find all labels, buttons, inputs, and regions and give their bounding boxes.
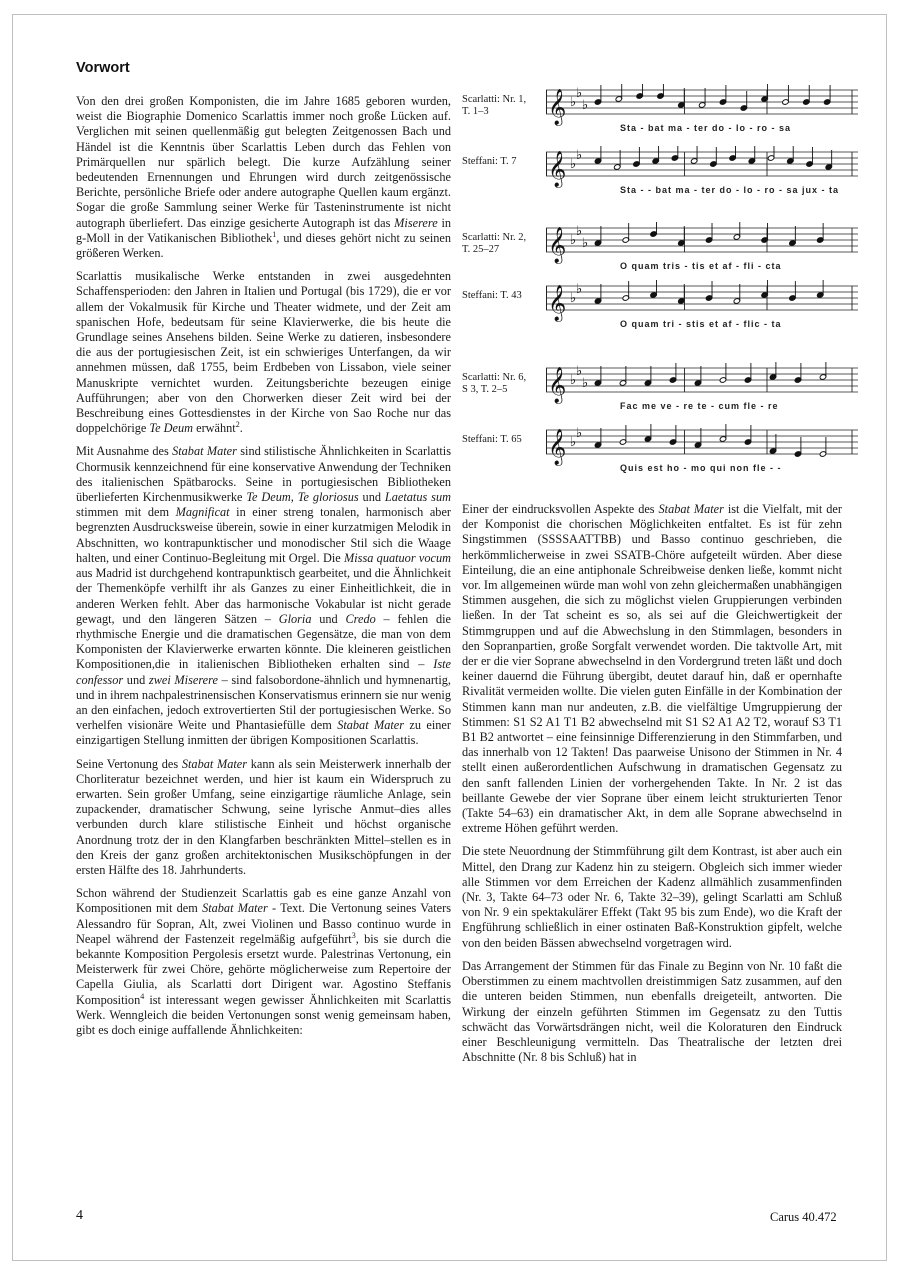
flat-sign: ♭ <box>570 233 577 248</box>
treble-clef-icon: 𝄞 <box>548 227 567 263</box>
flat-sign: ♭ <box>576 224 583 239</box>
paragraph: Schon während der Studienzeit Scarlattis gab es eine ganze Anzahl von Kompositionen mit dem Stabat Mater - Text. Die Vertonung seines Vaters Alessandro für Sopran, Alt, zwei Violinen und Basso continuo wurde in Neapel während der Fastenzeit regelmäßig aufgeführt$^3$, bis sie durch die bekannte Komposition Pergolesis ersetzt wurde. Palestrinas Vertonung, ein Meisterwerk für zwei Chöre, gehörte möglicherweise zum Repertoire der Capella Giulia, als Scarlatti dort Dirigent war. Agostino Steffanis Komposition$^4$ ist interessant wegen gewisser Ähnlichkeiten mit Scarlattis Werk. Wenngleich die beiden Vertonungen sonst wenig gemeinsam haben, gibt es doch einige auffallende Ähnlichkeiten: <box>76 886 452 1037</box>
music-example <box>462 424 858 480</box>
page-number: 4 <box>76 1208 83 1223</box>
flat-sign: ♭ <box>582 376 589 391</box>
heading-vorwort: Vorwort <box>76 60 130 76</box>
treble-clef-icon: 𝄞 <box>548 89 567 125</box>
flat-sign: ♭ <box>570 95 577 110</box>
music-example <box>462 84 858 140</box>
example-lyrics: Quis est ho - mo qui non fle - - <box>620 463 782 473</box>
right-column <box>462 502 842 1073</box>
paragraph: Einer der eindrucksvollen Aspekte des Stabat Mater ist die Vielfalt, mit der der Komponist die chorischen Möglichkeiten entfaltet. Es ist für zehn Singstimmen (SSSSAATTBB) und Basso continuo geschrieben, die herkömmlicherweise in zwei SSATB-Chöre aufgeteilt würden. Aber diese Einteilung, die an eine antiphonale Schreibweise denken ließe, kommt nicht vor. Im allgemeinen würde man wohl von zehn gleichermaßen unabhängigen Stimmen ausgehen, die sich zu möglichst vielen Gruppierungen verbinden ließen. In der Tat scheint es so, als sei auf die Gleichwertigkeit der Stimmgruppen und auf die Abwechslung in den Stimmlagen, besonders in den Sopranpartien, große Sorgfalt verwendet worden. Die taktvolle Art, mit der er die vier Soprane abwechselnd in den Vordergrund treten läßt und doch keiner dauernd die Führung übergibt, deutet darauf hin, daß er opernhafte Rivalität vermeiden wollte. Die vielen guten Einfälle in der Kombination der Stimmen kann man nur andeuten, z.B. die vielfältige Umgruppierung der Stimmen: S1 S2 A1 T1 B2 abwechselnd mit S1 S2 A1 A2 T2, worauf S3 T1 B1 B2 antwortet – eine feinsinnige Differenzierung in den Stimmfarben, und das innerhalb von 12 Takten! Das paarweise Unisono der Stimmen in Nr. 4 stellt einen außerordentlichen Aufschwung in dramatischen Gegensatz zu den sanft fallenden Linien der vorhergehenden Takte. In Nr. 2 ist das beillante Gewebe der vier Soprane über einem leicht strukturierten Tenor (Takte 54–63) ein dramatischer Akt, in dem alle Soprane abwechselnd in extreme Höhen geführt werden. <box>462 502 842 836</box>
paragraph: Mit Ausnahme des Stabat Mater sind stilistische Ähnlichkeiten in Scarlattis Chormusik kennzeichnend für eine konservative Anwendung der Techniken des italienischen Spätbarocks. Seine in portugiesischen Bibliotheken überlieferten Kirchenmusikwerke Te Deum, Te gloriosus und Laetatus sum stimmen mit dem Magnificat in einer streng tonalen, harmonisch aber begrenzten Ausdrucksweise überein, sowie in einer kurzatmigen Melodik in Abschnitten, wo kontrapunktischer und monodischer Stil sich die Waage halten, und einer Continuo-Begleitung mit Orgel. Die Missa quatuor vocum aus Madrid ist durchgehend kontrapunktisch gearbeitet, und die Ähnlichkeit der Themenköpfe verhilft ihr als Ganzes zu einer Einheitlichkeit, die in anderen Werken fehlt. Aber das harmonische Vokabular ist nicht gerade gewagt, und den längeren Sätzen – Gloria und Credo – fehlen die rhythmische Energie und die dramatischen Gegensätze, die man von dem Komponisten der Klavierwerke erwarten könnte. Die kleineren geistlichen Kompositionen,die in italienischen Bibliotheken erhalten sind – Iste confessor und zwei Miserere – sind falsobordone-ähnlich und hymnenartig, und in ihrem nachpalestrinensischen Konservatismus erinnern sie nur wenig an den einfachen, jedoch extrovertierten Stil der portugiesischen Werke. So verhelfen visionäre Weite und Phantasiefülle dem Stabat Mater zu einer einzigartigen Stellung inmitten der übrigen Kompositionen Scarlattis. <box>76 444 452 748</box>
treble-clef-icon: 𝄞 <box>548 367 567 403</box>
paragraph: Das Arrangement der Stimmen für das Finale zu Beginn von Nr. 10 faßt die Oberstimmen zu einem machtvollen dreistimmigen Satz zusammen, auf den die unteren beiden Stimmen, nun ebenfalls dreigeteilt, antworten. Die Wirkung der einzeln geführten Stimmen im Gegensatz zu den Tuttis schwächt das Vorwärtsdrängen nicht, weil die Koloraturen den Eindruck einer Beschleunigung vermitteln. Das Theatralische der letzten drei Abschnitte (Nr. 8 bis Schluß) hat in <box>462 958 842 1065</box>
music-example <box>462 146 858 202</box>
catalog-number: Carus 40.472 <box>770 1210 837 1224</box>
treble-clef-icon: 𝄞 <box>548 285 567 321</box>
example-lyrics: Sta - - bat ma - ter do - lo - ro - sa jux - ta <box>620 185 840 195</box>
example-lyrics: O quam tris - tis et af - fli - cta <box>620 261 782 271</box>
flat-sign: ♭ <box>582 98 589 113</box>
flat-sign: ♭ <box>576 86 583 101</box>
flat-sign: ♭ <box>570 373 577 388</box>
flat-sign: ♭ <box>570 291 577 306</box>
paragraph: Von den drei großen Komponisten, die im Jahre 1685 geboren wurden, weist die Biographie Domenico Scarlattis immer noch große Lücken auf. Verglichen mit seinen quellenmäßig gut belegten Zeitgenossen Bach und Händel ist die Kenntnis über Scarlattis Leben durch das Fehlen von Primärquellen nur spärlich belegt. Die kurze Aufzählung seiner bedeutenden Ernennungen und Ehrungen wird durch zeitgenössische Berichte, persönliche Briefe oder andere autographe Quellen kaum ergänzt. Sogar die große Sammlung seiner Werke für Tasteninstrumente ist nicht autograph überliefert. Das einzige gesicherte Autograph ist das Miserere in g-Moll in der Vatikanischen Bibliothek$^1$, und dieses gehört nicht zu seinen größeren Werken. <box>76 94 452 261</box>
example-lyrics: Fac me ve - re te - cum fle - re <box>620 401 779 411</box>
example-lyrics: Sta - bat ma - ter do - lo - ro - sa <box>620 123 792 133</box>
music-example <box>462 280 858 336</box>
left-column <box>76 94 451 1046</box>
treble-clef-icon: 𝄞 <box>548 151 567 187</box>
example-label: Steffani: T. 7 <box>462 156 517 167</box>
example-label: Scarlatti: Nr. 1, T. 1–3 <box>462 94 527 117</box>
example-label: Steffani: T. 65 <box>462 434 522 445</box>
flat-sign: ♭ <box>576 282 583 297</box>
example-label: Scarlatti: Nr. 6, S 3, T. 2–5 <box>462 372 527 395</box>
flat-sign: ♭ <box>576 426 583 441</box>
music-examples <box>462 84 858 492</box>
paragraph: Die stete Neuordnung der Stimmführung gilt dem Kontrast, ist aber auch ein Mittel, den Drang zur Kadenz hin zu steigern. Obgleich sich immer wieder alle Stimmen vor dem Erreichen der Kadenz allmählich zusammenfinden (Nr. 3, Takte 64–73 oder Nr. 6, Takte 32–39), gelingt Scarlatti am Schluß von Nr. 9 ein spektakulärer Effekt (Takt 95 bis zum Ende), wo die Kraft der Engführung schließlich in einer ostinaten Baß-Konstruktion gipfelt, welche von den beiden Bässen abwechselnd vorgetragen wird. <box>462 844 842 950</box>
flat-sign: ♭ <box>582 236 589 251</box>
example-label: Scarlatti: Nr. 2, T. 25–27 <box>462 232 527 255</box>
paragraph: Seine Vertonung des Stabat Mater kann als sein Meisterwerk innerhalb der Chorliteratur bezeichnet werden, und hier ist kaum ein Widerspruch zu erwarten. Sein großer Umfang, seine einzigartige räumliche Anlage, sein zupackender, dramatischer Schwung, seine lyrische Anmut–dies alles verbunden durch klare stilistische Einheit und höchst organische Anordnung trotz der in den Klangfarben beschränkten Mittel–stellen es in den Kreis der ganz großen architektonischen Musikschöpfungen in der ersten Hälfte des 18. Jahrhunderts. <box>76 756 451 877</box>
music-example <box>462 222 858 278</box>
flat-sign: ♭ <box>576 148 583 163</box>
flat-sign: ♭ <box>570 435 577 450</box>
paragraph: Scarlattis musikalische Werke entstanden in zwei ausgedehnten Schaffensperioden: den Jahren in Italien und Portugal (bis 1729), die er vor allem der Vokalmusik für Kirche und Theater widmete, und der Zeit am spanischen Hofe, bedeutsam für seine Klavierwerke, die bis heute die Grundlage seines Ansehens bilden. Seine Werke zu datieren, insbesondere die aus der portugiesischen Zeit, ist ein schwieriges Unterfangen, da wir annehmen müssen, daß 1755, beim Erdbeben von Lissabon, viele seiner Manuskripte vernichtet wurden. Zeitungsberichte bezeugen einige Aufführungen; aber von den Chorwerken dieser Zeit wird bei der Beschreibung eines Gottesdienstes in der Kirche von Sao Roche nur das doppelchörige Te Deum erwähnt$^2$. <box>76 269 451 436</box>
flat-sign: ♭ <box>570 157 577 172</box>
example-label: Steffani: T. 43 <box>462 290 522 301</box>
music-example <box>462 362 858 418</box>
treble-clef-icon: 𝄞 <box>548 429 567 465</box>
example-lyrics: O quam tri - stis et af - flic - ta <box>620 319 782 329</box>
flat-sign: ♭ <box>576 364 583 379</box>
